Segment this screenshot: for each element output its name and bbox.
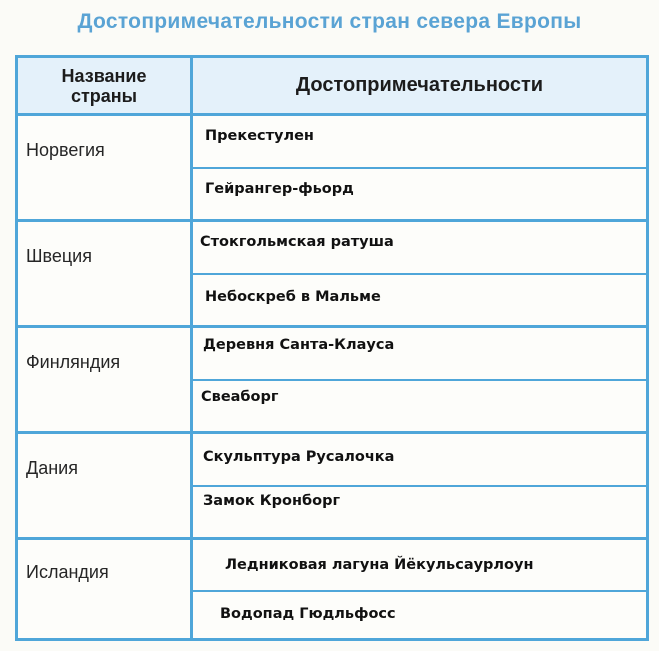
table-row-denmark: [18, 434, 646, 540]
country-cell: Швеция: [26, 246, 92, 266]
sight-label: Гейрангер-фьорд: [205, 181, 354, 197]
sight-cell: [193, 222, 646, 275]
landmarks-table: [15, 55, 649, 641]
table-row-finland: [18, 328, 646, 434]
header-country: [18, 58, 190, 113]
header-country-line1: Название: [61, 65, 147, 86]
sight-cell: [193, 116, 646, 169]
sight-cell: [193, 434, 646, 487]
table-row-sweden: [18, 222, 646, 328]
sight-label: Ледниковая лагуна Йёкульсаурлоун: [225, 557, 534, 573]
sight-cell: [193, 381, 646, 431]
sight-label: Замок Кронборг: [203, 493, 341, 509]
sight-cell: [193, 275, 646, 325]
country-cell: Дания: [26, 458, 78, 478]
page-title: Достопримечательности стран севера Европы: [77, 10, 582, 33]
table-header: [18, 58, 646, 116]
country-cell: Финляндия: [26, 352, 121, 372]
sight-cell: [193, 592, 646, 638]
table-row-iceland: [18, 540, 646, 638]
country-cell: Исландия: [26, 562, 109, 582]
sight-label: Свеаборг: [201, 389, 279, 405]
sight-label: Деревня Санта-Клауса: [203, 337, 395, 353]
sight-cell: [193, 169, 646, 219]
sight-label: Водопад Гюдльфосс: [220, 606, 396, 622]
sight-cell: [193, 328, 646, 381]
sight-label: Скульптура Русалочка: [203, 449, 395, 465]
column-divider: [190, 58, 193, 638]
sight-label: Небоскреб в Мальме: [205, 289, 381, 305]
country-cell: Норвегия: [26, 140, 105, 160]
sight-cell: [193, 540, 646, 592]
sight-label: Прекестулен: [205, 128, 314, 144]
sight-label: Стокгольмская ратуша: [200, 234, 394, 250]
header-country-line2: страны: [70, 85, 138, 106]
table-row-norway: [18, 116, 646, 222]
header-sights: Достопримечательности: [295, 74, 544, 96]
sight-cell: [193, 487, 646, 537]
